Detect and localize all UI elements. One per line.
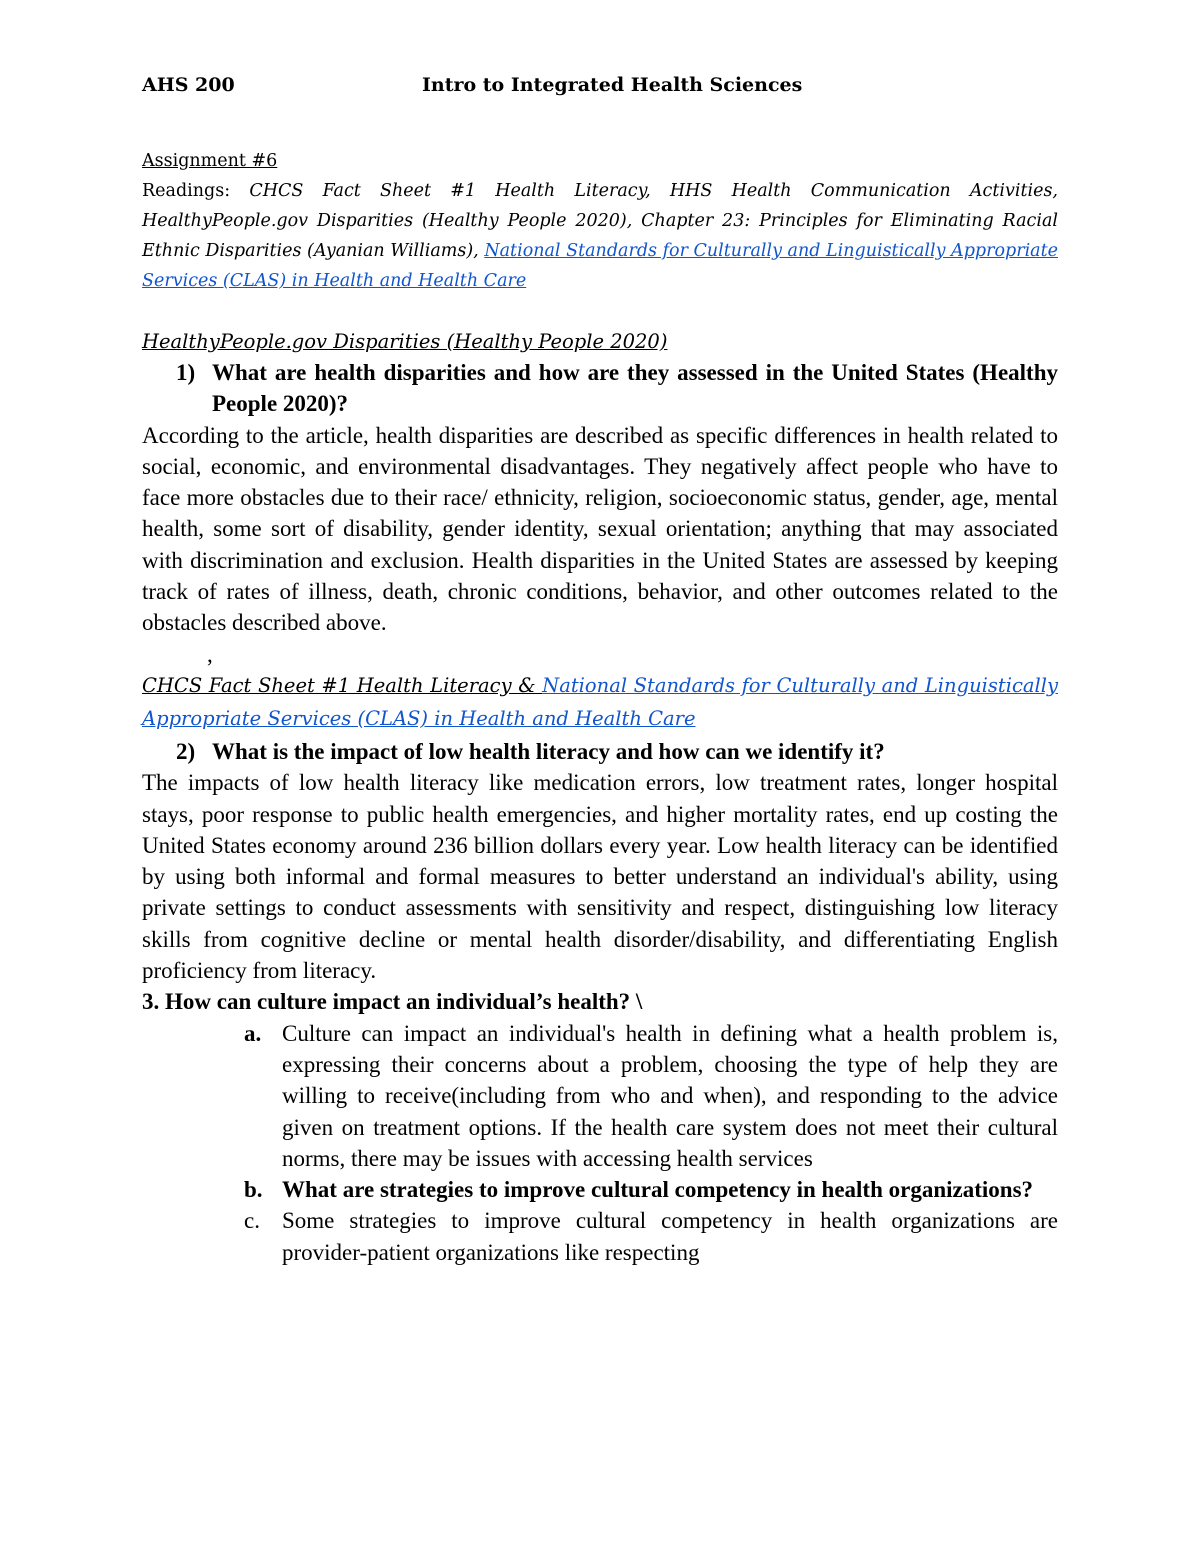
- readings-label: Readings:: [142, 181, 250, 201]
- question-1-number: 1): [176, 360, 196, 385]
- answer-1: According to the article, health disparities are described as specific differences in health related to social, economic, and environmental disadvantages. They negatively affect people who have to face more obstacles due to their race/ ethnicity, religion, socioeconomic status, gender, age, mental health, some sort of disability, gender identity, sexual orientation; anything that may associated with discrimination and exclusion. Health disparities in the United States are assessed by keeping track of rates of illness, death, chronic conditions, behavior, and other outcomes related to the obstacles described above.: [142, 422, 1058, 636]
- list-text-b: What are strategies to improve cultural competency in health organizations?: [282, 1177, 1034, 1203]
- page-header: [142, 74, 1062, 104]
- readings-paragraph: [142, 176, 1058, 296]
- question-3: 3. How can culture impact an individual’s health? \: [142, 989, 643, 1015]
- course-code: AHS 200: [142, 74, 235, 96]
- course-title: Intro to Integrated Health Sciences: [422, 74, 803, 96]
- document-body: [142, 146, 1058, 1268]
- list-item-b: [142, 1174, 1058, 1205]
- section2-heading: [142, 670, 1058, 736]
- readings-list: CHCS Fact Sheet #1 Health Literacy, HHS Health Communication Activities, HealthyPeople.gov Disparities (Healthy People 2020), Chapter 23: Principles for Eliminating Racial Ethnic Disparities (Ayanian Williams),: [142, 181, 1058, 261]
- question-2-number: 2): [176, 738, 196, 764]
- stray-comma: ,: [207, 641, 213, 667]
- assignment-title: Assignment #6: [142, 151, 278, 171]
- question-2-text: What is the impact of low health literacy and how can we identify it?: [212, 738, 885, 764]
- question-2: [142, 736, 1058, 767]
- list-marker-c: c.: [244, 1208, 260, 1234]
- question-1-text: What are health disparities and how are they assessed in the United States (Healthy People 2020)?: [212, 360, 1058, 417]
- list-text-c: Some strategies to improve cultural competency in health organizations are provider-patient organizations like respecting: [282, 1208, 1058, 1265]
- list-marker-a: a.: [244, 1020, 262, 1046]
- spacer: [142, 296, 1058, 326]
- section2-heading-text: CHCS Fact Sheet #1 Health Literacy &: [142, 673, 543, 697]
- answer-2: The impacts of low health literacy like medication errors, low treatment rates, longer hospital stays, poor response to public health emergencies, and higher mortality rates, end up costing the United States economy around 236 billion dollars every year. Low health literacy can be identified by using both informal and formal measures to better understand an individual's ability, using private settings to conduct assessments with sensitivity and respect, distinguishing low literacy skills from cognitive decline or mental health disorder/disability, and differentiating English proficiency from literacy.: [142, 770, 1058, 984]
- list-item-c: [142, 1205, 1058, 1268]
- list-item-a: [142, 1018, 1058, 1174]
- section1-heading: HealthyPeople.gov Disparities (Healthy People 2020): [142, 330, 668, 353]
- question-1: [142, 357, 1058, 420]
- section2-clas-link[interactable]: National Standards for Culturally and Linguistically Appropriate Services (CLAS) in Health and Health Care: [142, 673, 1058, 730]
- list-marker-b: b.: [244, 1177, 263, 1203]
- list-text-a: Culture can impact an individual's health in defining what a health problem is, expressing their concerns about a problem, choosing the type of help they are willing to receive(including from who and when), and responding to the advice given on treatment options. If the health care system does not meet their cultural norms, there may be issues with accessing health services: [282, 1020, 1058, 1171]
- clas-standards-link[interactable]: National Standards for Culturally and Linguistically Appropriate Services (CLAS) in Health and Health Care: [142, 241, 1058, 291]
